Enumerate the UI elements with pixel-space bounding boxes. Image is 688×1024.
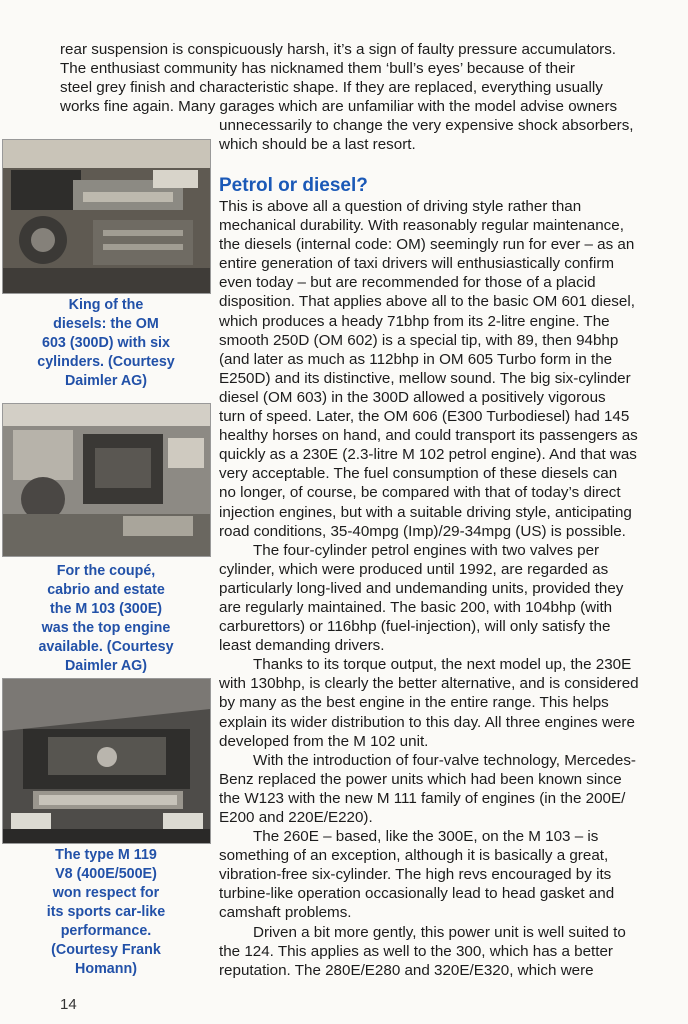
caption-line: Daimler AG)	[64, 658, 148, 674]
caption-line: diesels: the OM	[53, 316, 159, 332]
caption-line: was the top engine	[41, 620, 171, 636]
text-line: injection engines, but with a suitable driving style, anticipating	[219, 503, 632, 521]
text-line: E200 and 220E/E220).	[219, 809, 373, 826]
text-line: The four-cylinder petrol engines with two valves per	[253, 541, 600, 559]
text-line: The enthusiast community has nicknamed them ‘bull’s eyes’ because of their	[60, 60, 575, 77]
body-paragraph	[219, 197, 686, 541]
caption-line: King of the	[68, 297, 144, 313]
text-line: E250D) and its distinctive, mellow sound. The big six-cylinder	[219, 369, 631, 387]
text-line: quickly as a 230E (2.3-litre M 102 petrol engine). And that was	[219, 446, 637, 464]
text-line: with 130bhp, is clearly the better alternative, and is considered	[219, 675, 639, 693]
caption-line: (Courtesy Frank	[51, 942, 161, 958]
body-text-column	[219, 197, 686, 980]
text-line: something of an exception, although it is basically a great,	[219, 847, 609, 865]
body-paragraph	[219, 751, 686, 827]
text-line: which produces a heady 71bhp from its 2-litre engine. The	[219, 312, 610, 330]
caption-line: V8 (400E/500E)	[55, 866, 157, 882]
top-paragraph-continued	[219, 116, 681, 154]
body-paragraph	[219, 541, 686, 656]
text-line: carburettors) or 116bhp (fuel-injection), will only satisfy the	[219, 618, 611, 636]
text-line: mechanical durability. With reasonably regular maintenance,	[219, 217, 624, 235]
text-line: turbine-like operation occasionally lead to head gasket and	[219, 885, 615, 903]
page-number: 14	[60, 996, 77, 1013]
text-line: explain its wider distribution to this day. All three engines were	[219, 713, 635, 731]
text-line: developed from the M 102 unit.	[219, 732, 429, 750]
caption-line: the M 103 (300E)	[49, 601, 163, 617]
text-line: Thanks to its torque output, the next model up, the 230E	[253, 656, 632, 674]
section-heading: Petrol or diesel?	[219, 175, 368, 196]
text-line: the diesels (internal code: OM) seemingly run for ever – as an	[219, 236, 635, 254]
caption-line: Homann)	[75, 961, 137, 977]
text-line: cylinder, which were produced until 1992, are regarded as	[219, 560, 609, 578]
text-line: The 260E – based, like the 300E, on the M 103 – is	[253, 828, 599, 846]
body-paragraph	[219, 923, 686, 980]
caption-line: For the coupé,	[56, 563, 156, 579]
body-paragraph	[219, 827, 686, 922]
text-line: very acceptable. The fuel consumption of these diesels can	[219, 465, 618, 483]
text-line: Benz replaced the power units which had been known since	[219, 770, 622, 788]
text-line: the W123 with the new M 111 family of engines (in the 200E/	[219, 789, 626, 807]
text-line: This is above all a question of driving style rather than	[219, 198, 582, 215]
caption-line: The type M 119	[55, 847, 157, 863]
photo-caption	[6, 846, 206, 979]
text-line: entire generation of taxi drivers will enthusiastically confirm	[219, 255, 615, 273]
text-line: unnecessarily to change the very expensive shock absorbers,	[219, 117, 634, 134]
caption-line: won respect for	[52, 885, 160, 901]
text-line: diesel (OM 603) in the 300D allowed a positively vigorous	[219, 388, 606, 406]
text-line: With the introduction of four-valve technology, Mercedes-	[253, 751, 636, 769]
text-line: the 124. This applies as well to the 300, which has a better	[219, 942, 613, 960]
engine-photo-m103	[2, 403, 211, 557]
text-line: smooth 250D (OM 602) is a special tip, with 89, then 94bhp	[219, 331, 619, 349]
caption-line: available. (Courtesy	[38, 639, 174, 655]
text-line: are regularly maintained. The basic 200, with 104bhp (with	[219, 598, 613, 616]
body-paragraph	[219, 655, 686, 750]
photo-caption	[6, 296, 206, 391]
text-line: turn of speed. Later, the OM 606 (E300 Turbodiesel) had 145	[219, 408, 630, 426]
text-line: rear suspension is conspicuously harsh, it’s a sign of faulty pressure accumulators.	[60, 41, 617, 58]
caption-line: performance.	[60, 923, 152, 939]
text-line: steel grey finish and characteristic shape. If they are replaced, everything usually	[60, 79, 603, 96]
top-paragraph	[60, 40, 685, 116]
text-line: reputation. The 280E/E280 and 320E/E320, which were	[219, 961, 594, 979]
engine-photo-image	[3, 679, 210, 843]
text-line: vibration-free six-cylinder. The high revs encouraged by its	[219, 866, 612, 884]
caption-line: cylinders. (Courtesy	[37, 354, 175, 370]
text-line: healthy horses on hand, and could transport its passengers as	[219, 427, 638, 445]
engine-photo-image	[3, 140, 210, 293]
text-line: camshaft problems.	[219, 904, 352, 922]
engine-photo-om603	[2, 139, 211, 294]
caption-line: its sports car-like	[46, 904, 166, 920]
text-line: disposition. That applies above all to the basic OM 601 diesel,	[219, 293, 635, 311]
engine-photo-image	[3, 404, 210, 556]
text-line: works fine again. Many garages which are unfamiliar with the model advise owners	[60, 98, 618, 115]
text-line: least demanding drivers.	[219, 637, 385, 655]
text-line: by many as the best engine in the entire range. This helps	[219, 694, 609, 712]
text-line: no longer, of course, be compared with that of today’s direct	[219, 484, 621, 502]
text-line: which should be a last resort.	[219, 136, 416, 153]
photo-caption	[6, 562, 206, 676]
caption-line: 603 (300D) with six	[42, 335, 170, 351]
caption-line: Daimler AG)	[64, 373, 148, 389]
text-line: road conditions, 35-40mpg (Imp)/29-34mpg (US) is possible.	[219, 522, 626, 540]
text-line: (and later as much as 112bhp in OM 605 Turbo form in the	[219, 350, 613, 368]
text-line: Driven a bit more gently, this power unit is well suited to	[253, 923, 626, 941]
text-line: even today – but are recommended for those of a placid	[219, 274, 596, 292]
text-line: particularly long-lived and undemanding units, provided they	[219, 579, 624, 597]
engine-photo-m119	[2, 678, 211, 844]
caption-line: cabrio and estate	[47, 582, 165, 598]
